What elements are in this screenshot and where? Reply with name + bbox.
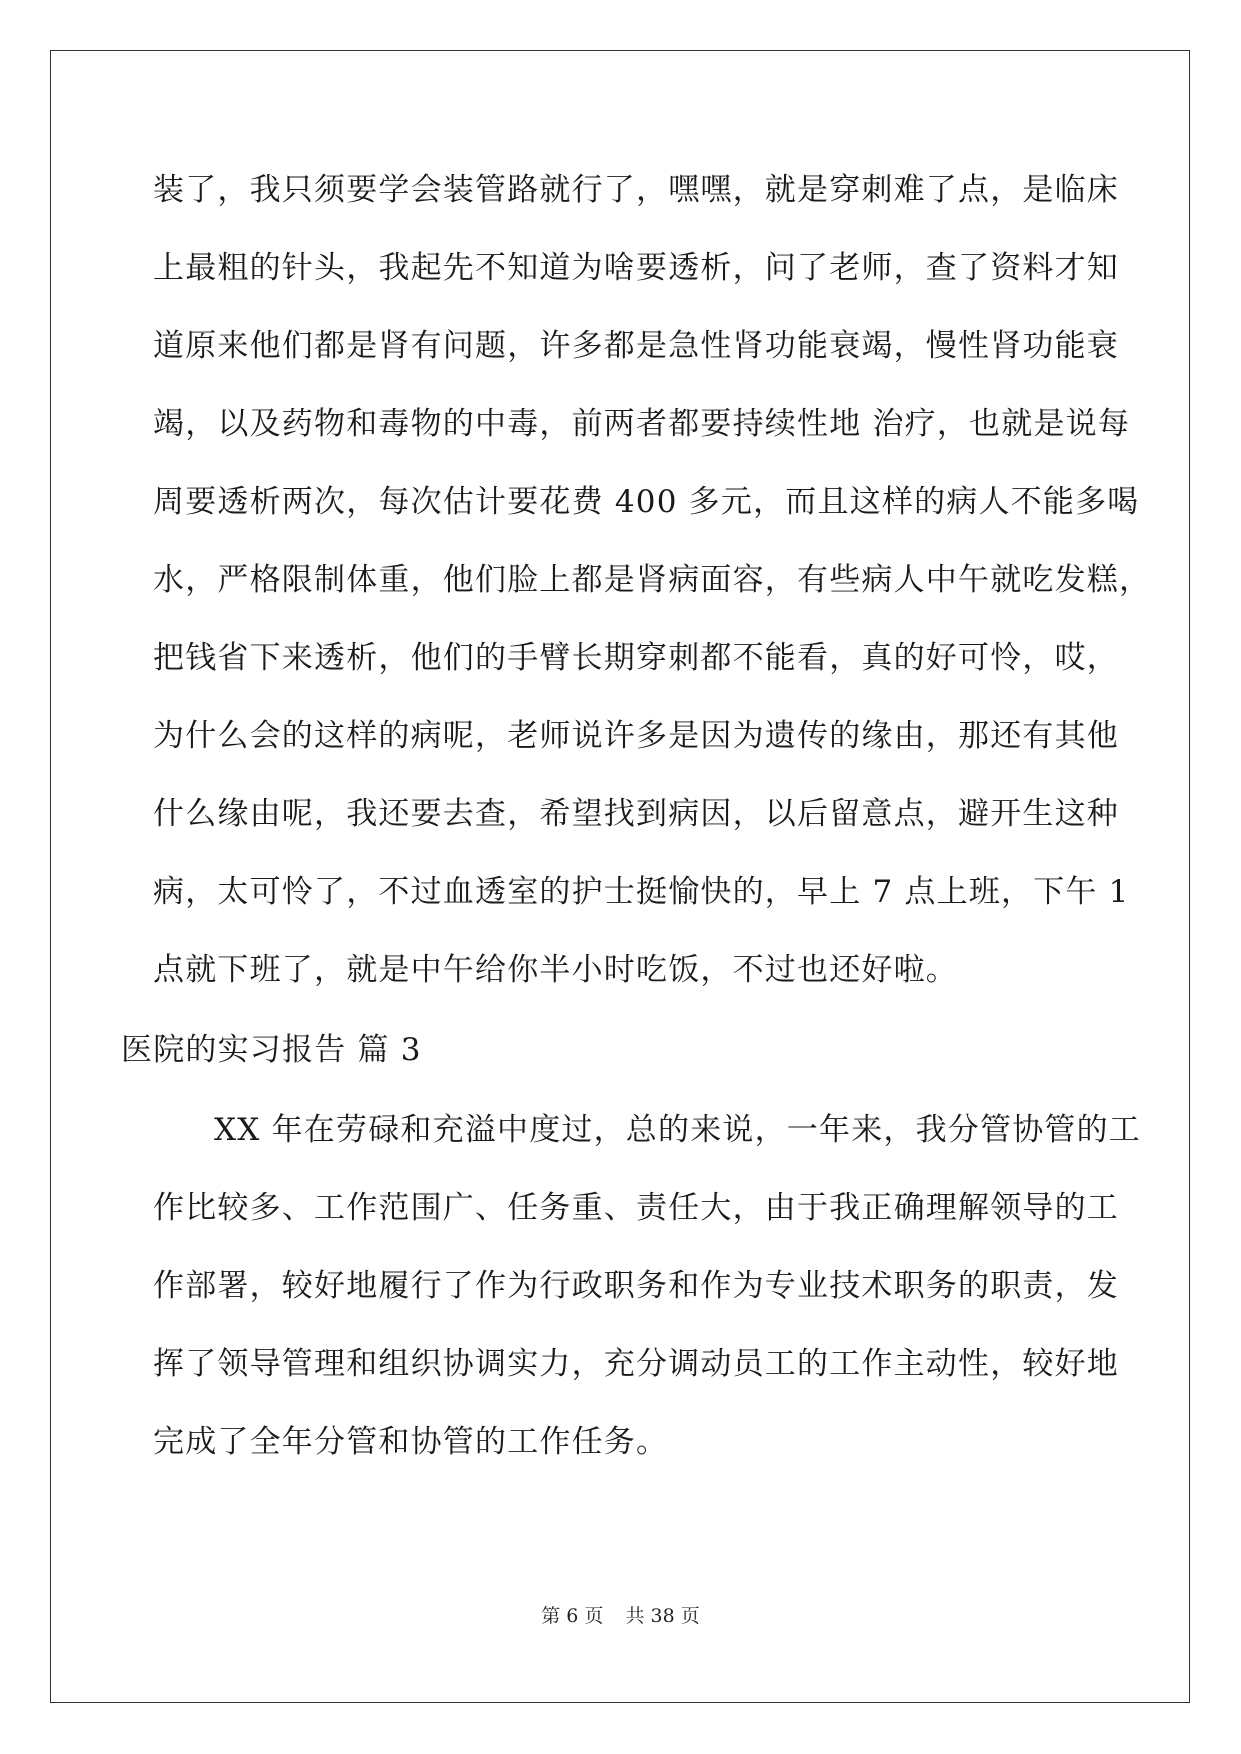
paragraph-1-line: 点就下班了，就是中午给你半小时吃饭，不过也还好啦。 <box>153 952 958 988</box>
paragraph-2-line: XX 年在劳碌和充溢中度过，总的来说，一年来，我分管协管的工 <box>214 1112 1141 1148</box>
page-footer <box>0 1604 1241 1628</box>
paragraph-1-line: 上最粗的针头，我起先不知道为啥要透析，问了老师，查了资料才知 <box>153 250 1119 286</box>
paragraph-1-line: 周要透析两次，每次估计要花费 400 多元，而且这样的病人不能多喝 <box>153 484 1140 520</box>
paragraph-2-line: 作比较多、工作范围广、任务重、责任大，由于我正确理解领导的工 <box>153 1190 1119 1226</box>
page-number: 第 6 页 <box>541 1605 604 1627</box>
paragraph-2-line: 完成了全年分管和协管的工作任务。 <box>153 1424 669 1460</box>
paragraph-2-line: 挥了领导管理和组织协调实力，充分调动员工的工作主动性，较好地 <box>153 1346 1119 1382</box>
page-total: 共 38 页 <box>625 1605 700 1627</box>
paragraph-2-line: 作部署，较好地履行了作为行政职务和作为专业技术职务的职责，发 <box>153 1268 1119 1304</box>
paragraph-1-line: 什么缘由呢，我还要去查，希望找到病因，以后留意点，避开生这种 <box>153 796 1119 832</box>
section-heading: 医院的实习报告 篇 3 <box>121 1032 422 1068</box>
paragraph-1-line: 病，太可怜了，不过血透室的护士挺愉快的，早上 7 点上班，下午 1 <box>153 874 1130 910</box>
paragraph-1-line: 为什么会的这样的病呢，老师说许多是因为遗传的缘由，那还有其他 <box>153 718 1119 754</box>
paragraph-1-line: 竭，以及药物和毒物的中毒，前两者都要持续性地 治疗，也就是说每 <box>153 406 1131 442</box>
paragraph-1-line: 装了，我只须要学会装管路就行了，嘿嘿，就是穿刺难了点，是临床 <box>153 172 1119 208</box>
paragraph-1-line: 道原来他们都是肾有问题，许多都是急性肾功能衰竭，慢性肾功能衰 <box>153 328 1119 364</box>
paragraph-1-line: 把钱省下来透析，他们的手臂长期穿刺都不能看，真的好可怜，哎， <box>153 640 1119 676</box>
paragraph-1-line: 水，严格限制体重，他们脸上都是肾病面容，有些病人中午就吃发糕， <box>153 562 1152 598</box>
